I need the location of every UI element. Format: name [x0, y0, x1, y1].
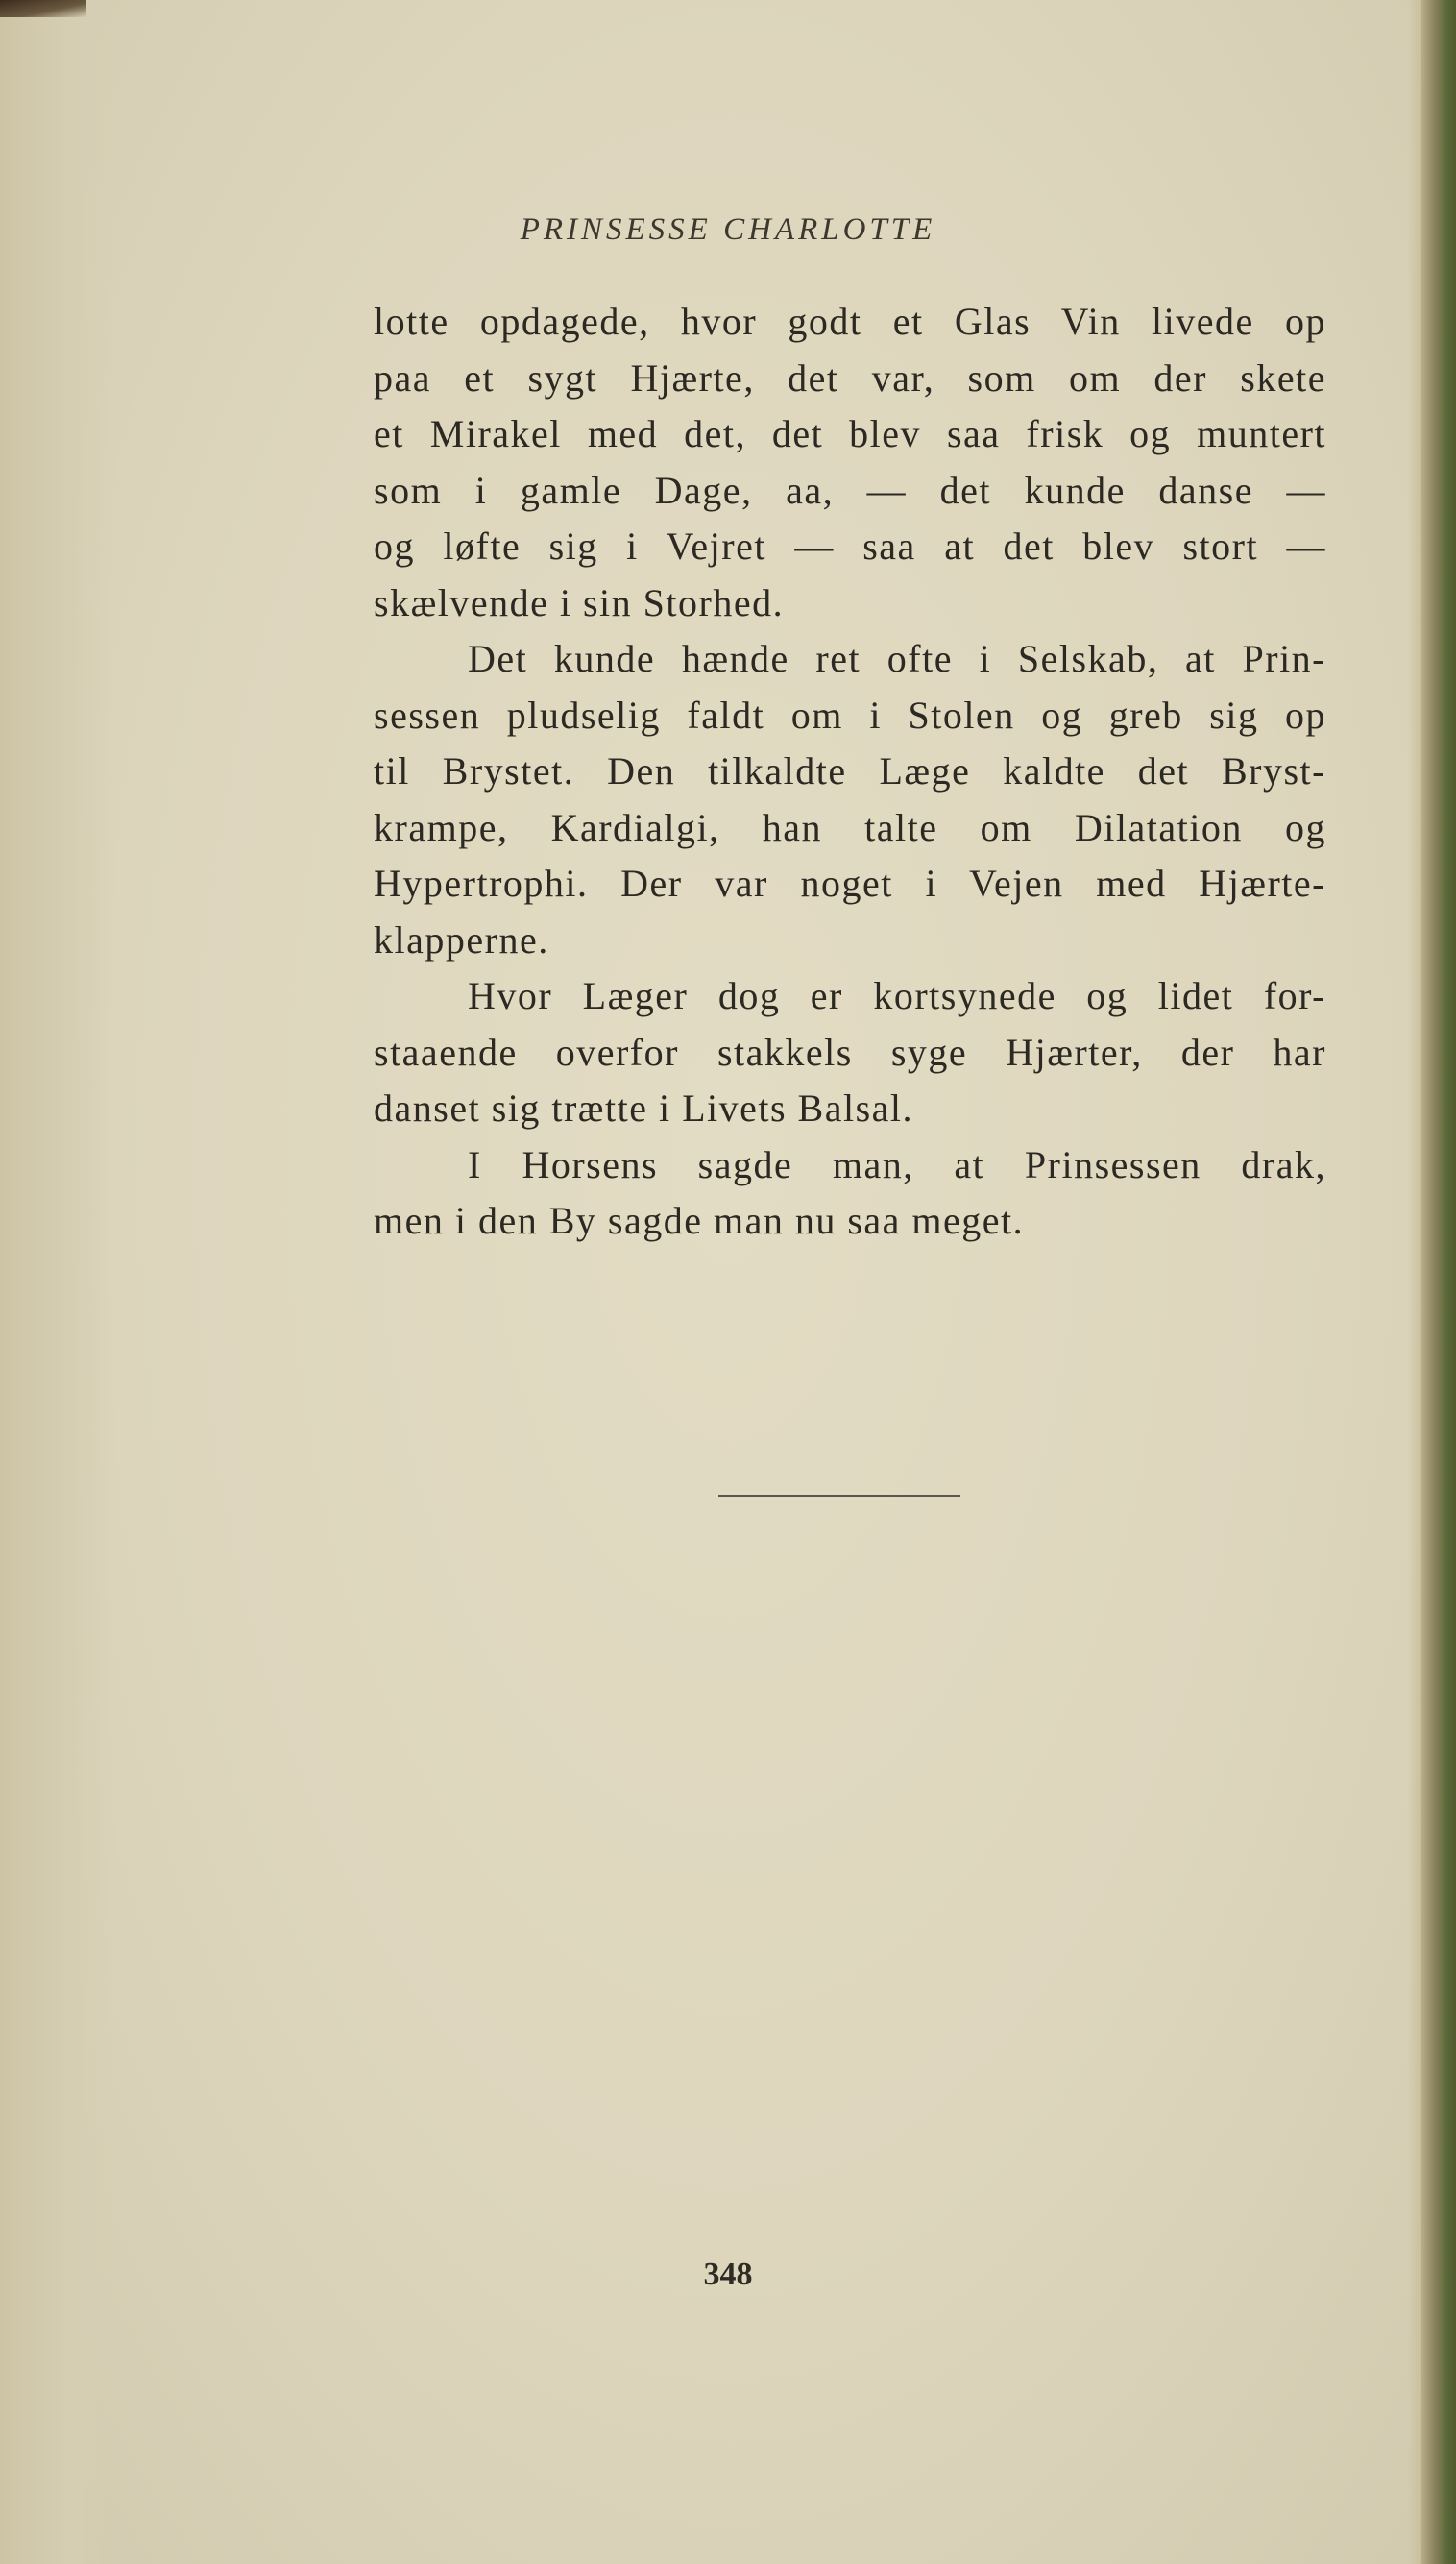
page-edge-shadow	[1408, 0, 1421, 2564]
corner-stain	[0, 0, 86, 17]
paragraph	[374, 968, 1326, 1137]
text-line: og løfte sig i Vejret — saa at det blev stort —	[374, 525, 1326, 568]
body-text	[374, 294, 1326, 1250]
text-line: klapperne.	[374, 917, 549, 962]
section-divider	[718, 1495, 960, 1497]
page-binding-shadow	[0, 0, 115, 2564]
text-line: lotte opdagede, hvor godt et Glas Vin livede op	[374, 300, 1326, 343]
page-edge	[1421, 0, 1456, 2564]
page-number: 348	[703, 2257, 753, 2292]
paragraph	[374, 631, 1326, 968]
running-header: PRINSESSE CHARLOTTE	[520, 212, 936, 247]
text-line: staaende overfor stakkels syge Hjærter, der har	[374, 1030, 1326, 1074]
text-line: et Mirakel med det, det blev saa frisk og muntert	[374, 412, 1326, 455]
text-line: skælvende i sin Storhed.	[374, 580, 785, 624]
text-line: som i gamle Dage, aa, — det kunde danse —	[374, 468, 1326, 512]
text-line: I Horsens sagde man, at Prinsessen drak,	[468, 1142, 1326, 1186]
paragraph	[374, 294, 1326, 631]
text-line: paa et sygt Hjærte, det var, som om der skete	[374, 355, 1326, 400]
text-line: men i den By sagde man nu saa meget.	[374, 1199, 1025, 1242]
text-line: sessen pludselig faldt om i Stolen og greb sig op	[374, 693, 1326, 737]
text-line: danset sig trætte i Livets Balsal.	[374, 1087, 914, 1130]
text-line: Det kunde hænde ret ofte i Selskab, at Prin-	[468, 637, 1326, 680]
text-line: Hypertrophi. Der var noget i Vejen med Hjærte-	[374, 862, 1326, 905]
text-line: til Brystet. Den tilkaldte Læge kaldte det Bryst-	[374, 749, 1326, 793]
text-line: krampe, Kardialgi, han talte om Dilatation og	[374, 805, 1326, 849]
text-line: Hvor Læger dog er kortsynede og lidet for-	[468, 974, 1326, 1017]
paragraph	[374, 1137, 1326, 1250]
